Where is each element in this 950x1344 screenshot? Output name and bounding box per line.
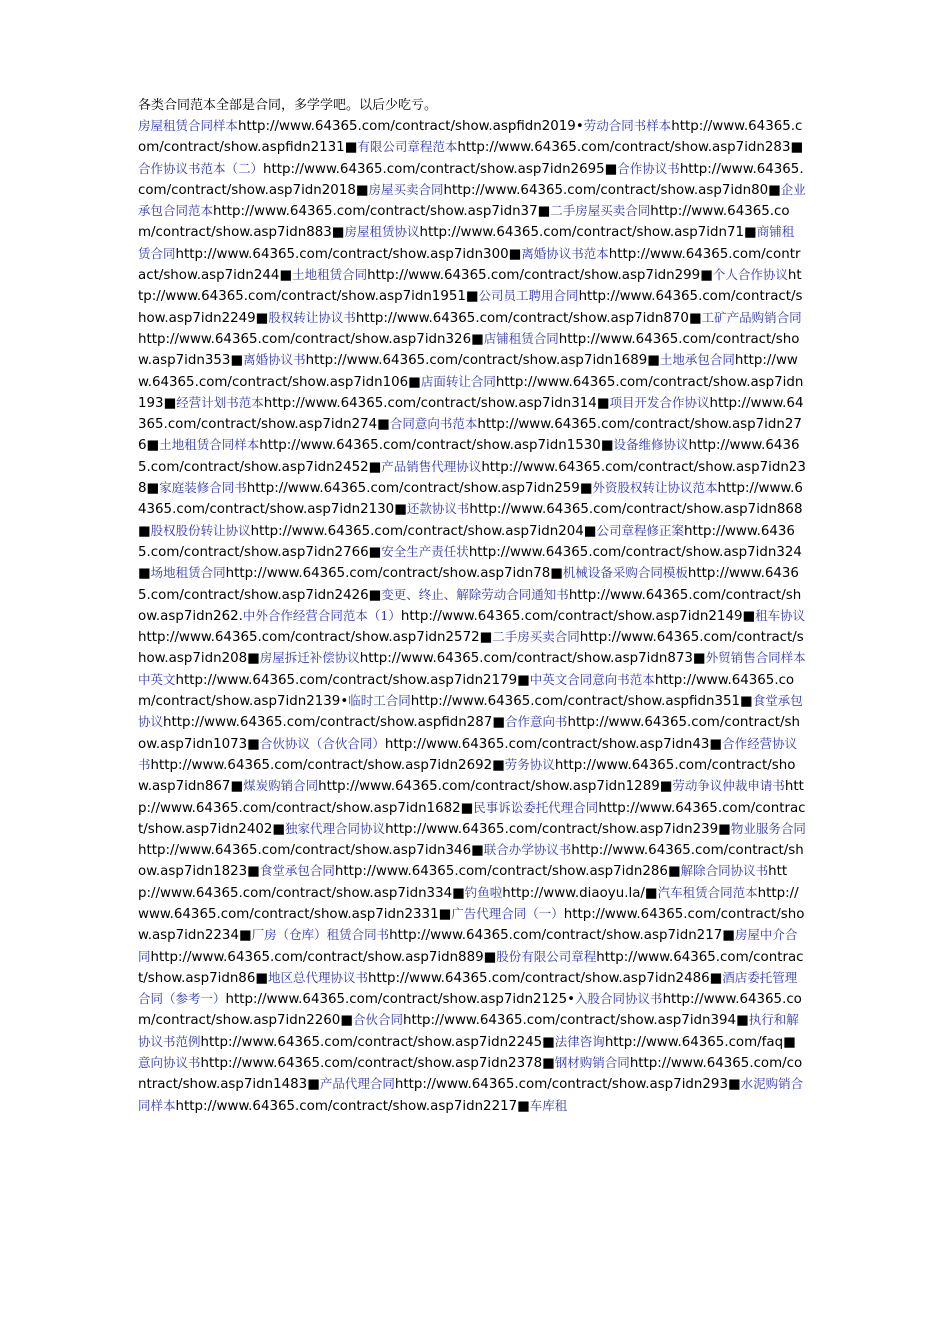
contract-title-link[interactable]: 店面转让合同 (420, 373, 496, 389)
contract-url: http://www.64365.com/contract/show.asp7idn2245 (200, 1034, 543, 1050)
contract-title-link[interactable]: 项目开发合作协议 (609, 394, 710, 410)
contract-title-link[interactable]: 产品代理合同 (319, 1076, 395, 1092)
contract-url: http://www.64365.com/contract/show.asp7idn1689 (305, 353, 648, 369)
contract-url: http://www.64365.com/contract/show.asp7idn208 (138, 630, 804, 667)
contract-url: http://www.64365.com/contract/show.asp7idn299 (367, 268, 701, 284)
separator-bullet: ■ (471, 331, 484, 347)
contract-title-link[interactable]: 经营计划书范本 (176, 394, 264, 410)
contract-url: http://www.64365.com/contract/show.aspfidn351 (410, 694, 741, 710)
contract-url: http://www.64365.com/contract/show.asp7idn873 (359, 651, 693, 667)
separator-bullet: ■ (479, 630, 493, 646)
contract-url: http://www.64365.com/contract/show.asp7idn867 (138, 757, 796, 795)
contract-title-link[interactable]: 民事诉讼委托代理合同 (473, 799, 599, 815)
separator-bullet: ■ (368, 459, 382, 475)
contract-url: http://www.64365.com/contract/show.asp7idn71 (419, 225, 745, 241)
contract-title-link[interactable]: 有限公司章程范本 (357, 139, 458, 155)
separator-bullet: ■ (230, 779, 244, 795)
separator-bullet: ■ (465, 289, 479, 305)
contract-url: http://www.64365.com/contract/show.asp7idn2402 (138, 800, 806, 837)
separator-bullet: ■ (238, 928, 252, 944)
separator-bullet: ■ (604, 161, 618, 177)
contract-url: http://www.64365.com/contract/show.asp7idn2426 (138, 566, 799, 603)
contract-url: http://www.64365.com/contract/show.asp7idn244 (138, 246, 801, 284)
contract-url: http://www.64365.com/contract/show.asp7idn889 (150, 949, 484, 965)
contract-title-link[interactable]: 股份有限公司章程 (496, 948, 597, 964)
contract-title-link[interactable]: 土地租赁合同 (292, 267, 368, 283)
contract-title-link[interactable]: 煤炭购销合同 (243, 778, 319, 794)
contract-title-link[interactable]: 执行和解协议书范例 (138, 1012, 799, 1049)
contract-title-link[interactable]: 产品销售代理协议 (381, 458, 482, 474)
contract-url: http://www.64365.com/contract/show.asp7idn2130 (138, 481, 803, 518)
contract-url: http://www.64365.com/contract/show.asp7idn286 (334, 864, 668, 880)
contract-title-link[interactable]: 个人合作协议 (712, 267, 788, 283)
separator-bullet: ■ (692, 651, 706, 667)
contract-title-link[interactable]: 联合办学协议书 (483, 842, 572, 858)
contract-title-link[interactable]: 食堂承包协议 (138, 693, 803, 730)
contract-title-link[interactable]: 房屋拆迁补偿协议 (259, 650, 360, 666)
separator-bullet: ■ (783, 1034, 796, 1050)
contract-title-link[interactable]: 钓鱼啦 (464, 884, 503, 900)
contract-url: http://www.64365.com/contract/show.asp7idn2695 (263, 161, 605, 177)
contract-url: http://www.64365.com/contract/show.asp7idn276 (138, 417, 802, 454)
contract-url: http://www.64365.com/contract/show.asp7idn2149 (400, 608, 743, 624)
separator-bullet: ■ (460, 800, 474, 816)
contract-url: http://www.64365.com/contract/show.asp7idn274 (138, 395, 804, 433)
contract-title-link[interactable]: 工矿产品购销合同 (701, 309, 802, 325)
contract-url: http://www.64365.com/contract/show.asp7idn326 (138, 331, 472, 347)
contract-url: http://www.64365.com/contract/show.asp7idn2486 (368, 970, 710, 986)
contract-link-list (138, 116, 806, 1117)
separator-bullet: ■ (790, 140, 804, 156)
separator-bullet: • (340, 694, 349, 710)
separator-bullet: ■ (377, 417, 390, 433)
contract-title-link[interactable]: 劳动争议仲裁申请书 (672, 778, 785, 794)
contract-url: http://www.64365.com/contract/show.asp7idn2378 (200, 1056, 543, 1072)
separator-bullet: ■ (583, 523, 597, 539)
separator-bullet: • (567, 992, 576, 1008)
separator-bullet: ■ (542, 1056, 555, 1072)
contract-title-link[interactable]: 二手房屋买卖合同 (550, 203, 651, 219)
separator-bullet: ■ (700, 268, 713, 284)
contract-title-link[interactable]: 二手房买卖合同 (492, 629, 580, 645)
contract-title-link[interactable]: 广告代理合同（一） (451, 905, 564, 921)
contract-title-link[interactable]: 土地承包合同 (659, 352, 735, 368)
separator-bullet: ■ (667, 864, 681, 880)
contract-url: http://www.64365.com/contract/show.asp7idn43 (384, 736, 710, 752)
separator-bullet: ■ (138, 566, 151, 582)
separator-bullet: ■ (596, 395, 610, 411)
contract-title-link[interactable]: 离婚协议书 (243, 352, 306, 368)
contract-title-link[interactable]: 食堂承包合同 (259, 863, 335, 879)
contract-title-link[interactable]: 房屋买卖合同 (368, 181, 444, 197)
contract-url: http://www.64365.com/contract/show.asp7idn259 (246, 481, 580, 497)
separator-bullet: ■ (659, 779, 673, 795)
contract-title-link[interactable]: 租车协议 (755, 607, 806, 623)
separator-bullet: ■ (307, 1077, 320, 1093)
separator-bullet: ■ (688, 310, 702, 326)
contract-url: http://www.64365.com/contract/show.asp7idn2572 (138, 630, 480, 646)
contract-title-link[interactable]: 物业服务合同 (730, 820, 806, 836)
contract-url: http://www.64365.com/contract/show.asp7idn2179 (175, 672, 518, 688)
contract-url: http://www.64365.com/contract/show.asp7idn394 (402, 1013, 737, 1029)
separator-bullet: ■ (368, 587, 382, 603)
contract-url: http://www.64365.com/contract/show.asp7idn870 (355, 310, 689, 326)
separator-bullet: ■ (344, 140, 358, 156)
separator-bullet: ■ (247, 651, 260, 667)
contract-url: http://www.64365.com/contract/show.asp7idn1823 (138, 843, 804, 880)
contract-title-link[interactable]: 临时工合同 (348, 693, 411, 709)
contract-title-link[interactable]: 合作经营协议书 (138, 735, 798, 772)
separator-bullet: ■ (492, 715, 505, 731)
contract-title-link[interactable]: 外资股权转让协议范本 (592, 480, 718, 496)
contract-url: http://www.64365.com/contract/show.asp7idn324 (468, 544, 802, 560)
contract-url: http://www.64365.com/contract/show.aspfidn2019 (238, 119, 576, 134)
contract-url: http://www.64365.com/contract/show.asp7idn283 (457, 140, 791, 156)
contract-title-link[interactable]: 法律咨询 (554, 1033, 605, 1049)
contract-title-link[interactable]: 钢材购销合同 (554, 1055, 630, 1071)
contract-title-link[interactable]: 合伙合同 (352, 1012, 403, 1028)
contract-title-link[interactable]: 劳务协议 (504, 756, 555, 772)
contract-url: http://www.64365.com/contract/show.asp7idn2452 (138, 438, 800, 475)
contract-url: http://www.64365.com/contract/show.asp7idn346 (138, 843, 472, 859)
contract-url: http://www.64365.com/contract/show.asp7idn1289 (318, 779, 660, 795)
contract-title-link[interactable]: 场地租赁合同 (150, 565, 226, 581)
contract-url: http://www.64365.com/contract/show.asp7idn353 (138, 331, 800, 369)
separator-bullet: ■ (471, 843, 484, 859)
contract-title-link[interactable]: 水泥购销合同样本 (138, 1076, 804, 1113)
contract-url: http://www.64365.com/contract/show.asp7idn1682 (138, 779, 804, 816)
contract-url: http://www.64365.com/contract/show.asp7idn2260 (138, 992, 802, 1029)
contract-title-link[interactable]: 解除合同协议书 (680, 863, 769, 879)
contract-url: http://www.64365.com/contract/show.asp7idn2234 (138, 906, 805, 944)
contract-url: http://www.64365.com/contract/show.asp7idn2018 (138, 161, 804, 198)
contract-title-link[interactable]: 家庭装修合同书 (159, 480, 247, 496)
contract-url: http://www.64365.com/contract/show.asp7idn37 (213, 204, 538, 220)
separator-bullet: ■ (709, 736, 723, 752)
separator-bullet: ■ (146, 438, 160, 454)
separator-bullet: ■ (163, 395, 177, 411)
contract-title-link[interactable]: 劳动合同书样本 (583, 118, 672, 133)
contract-title-link[interactable]: 公司章程修正案 (596, 522, 684, 538)
contract-title-link[interactable]: 房屋中介合同 (138, 927, 798, 964)
contract-title-link[interactable]: 合作协议书 (617, 160, 680, 176)
separator-bullet: ■ (600, 438, 614, 454)
contract-title-link[interactable]: 酒店委托管理合同（参考一） (138, 969, 798, 1007)
contract-url: http://www.64365.com/contract/show.asp7idn2766 (138, 523, 795, 560)
contract-url: http://www.64365.com/contract/show.asp7idn293 (394, 1077, 728, 1093)
contract-title-link[interactable]: 土地租赁合同样本 (159, 437, 260, 453)
separator-bullet: ■ (247, 864, 260, 880)
contract-url: http://www.64365.com/contract/show.asp7idn334 (138, 864, 788, 901)
contract-title-link[interactable]: 入股合同协议书 (575, 991, 663, 1007)
separator-bullet: ■ (255, 970, 268, 986)
contract-title-link[interactable]: 合同意向书范本 (389, 416, 478, 432)
separator-bullet: ■ (394, 502, 407, 518)
contract-url: http://www.64365.com/contract/show.asp7idn238 (138, 459, 806, 497)
contract-title-link[interactable]: 合作协议书范本（二） (138, 160, 264, 176)
contract-title-link[interactable]: 厂房（仓库）租赁合同书 (251, 927, 390, 943)
separator-bullet: ■ (483, 949, 497, 965)
contract-url: http://www.64365.com/contract/show.asp7idn80 (443, 182, 769, 198)
separator-bullet: ■ (340, 1013, 353, 1029)
document-page (138, 96, 806, 1117)
separator-bullet: ■ (247, 736, 260, 752)
separator-bullet: ■ (742, 608, 756, 624)
separator-bullet: ■ (736, 1013, 749, 1029)
contract-title-link[interactable]: 安全生产责任状 (381, 543, 469, 559)
contract-title-link[interactable]: 还款协议书 (406, 501, 470, 517)
contract-title-link[interactable]: 店铺租赁合同 (483, 330, 559, 346)
contract-title-link[interactable]: 房屋租赁合同样本 (138, 118, 239, 133)
contract-url: http://www.64365.com/contract/show.aspfidn2131 (138, 119, 803, 156)
contract-title-link[interactable]: 合伙协议（合伙合同） (259, 735, 385, 751)
contract-url: http://www.64365.com/contract/show.asp7idn204 (250, 523, 584, 539)
separator-bullet: ■ (718, 821, 731, 837)
contract-url: http://www.64365.com/contract/show.asp7idn868 (469, 502, 803, 518)
contract-url: http://www.64365.com/contract/show.asp7idn239 (385, 821, 719, 837)
separator-bullet: ■ (709, 970, 723, 986)
contract-title-link[interactable]: 商铺租赁合同 (138, 224, 795, 261)
separator-bullet: ■ (272, 821, 286, 837)
contract-url: http://www.64365.com/contract/show.asp7idn1530 (259, 438, 601, 454)
separator-bullet: ■ (722, 928, 735, 944)
separator-bullet: ■ (517, 672, 530, 688)
contract-url: http://www.diaoyu.la/ (502, 885, 645, 901)
separator-bullet: ■ (230, 353, 244, 369)
contract-url: http://www.64365.com/contract/show.asp7idn2249 (138, 289, 803, 326)
contract-url: http://www.64365.com/contract/show.asp7idn106 (138, 353, 798, 390)
contract-url: http://www.64365.com/contract/show.asp7idn2217 (175, 1098, 518, 1114)
contract-url: http://www.64365.com/contract/show.asp7idn193 (138, 374, 804, 411)
contract-title-link[interactable]: 机械设备采购合同模板 (562, 565, 688, 581)
separator-bullet: ■ (279, 268, 293, 284)
separator-bullet: ■ (727, 1077, 741, 1093)
separator-bullet: ■ (508, 246, 522, 262)
separator-bullet: • (575, 119, 584, 134)
contract-title-link[interactable]: 企业承包合同范本 (138, 181, 806, 219)
contract-title-link[interactable]: 中英文合同意向书范本 (529, 671, 655, 687)
separator-bullet: ■ (744, 225, 757, 241)
separator-bullet: ■ (550, 566, 563, 582)
separator-bullet: ■ (644, 885, 658, 901)
separator-bullet: ■ (452, 885, 465, 901)
contract-url: http://www.64365.com/contract/show.asp7idn78 (225, 566, 551, 582)
contract-title-link[interactable]: 股权股份转让协议 (150, 522, 251, 538)
contract-title-link[interactable]: 汽车租赁合同范本 (657, 884, 758, 900)
separator-bullet: ■ (517, 1098, 530, 1114)
contract-title-link[interactable]: 车库租 (529, 1097, 568, 1113)
contract-title-link[interactable]: 外贸销售合同样本中英文 (138, 650, 806, 687)
contract-title-link[interactable]: 离婚协议书范本 (521, 245, 609, 261)
contract-url: http://www.64365.com/contract/show.asp7idn1483 (138, 1056, 803, 1093)
separator-bullet: ■ (331, 225, 345, 241)
contract-title-link[interactable]: 公司员工聘用合同 (478, 288, 579, 304)
contract-title-link[interactable]: 独家代理合同协议 (285, 820, 386, 836)
separator-bullet: ■ (146, 481, 160, 497)
contract-url: http://www.64365.com/contract/show.asp7idn2331 (138, 885, 799, 922)
contract-url: http://www.64365.com/contract/show.asp7idn1073 (138, 715, 800, 752)
contract-url: http://www.64365.com/faq (604, 1034, 784, 1050)
separator-bullet: ■ (368, 544, 382, 560)
separator-bullet: ■ (768, 182, 781, 198)
contract-url: http://www.64365.com/contract/show.asp7idn2692 (150, 757, 493, 773)
contract-url: http://www.64365.com/contract/show.asp7idn300 (175, 246, 509, 262)
separator-bullet: ■ (408, 374, 421, 390)
contract-title-link[interactable]: 地区总代理协议书 (268, 969, 369, 985)
separator-bullet: ■ (647, 353, 660, 369)
contract-title-link[interactable]: 合作意向书 (504, 714, 568, 730)
contract-title-link[interactable]: 设备维修协议 (613, 437, 689, 453)
contract-url: http://www.64365.com/contract/show.asp7idn2139 (138, 672, 795, 710)
separator-bullet: ■ (740, 694, 753, 710)
contract-url: http://www.64365.com/contract/show.asp7idn2125 (225, 992, 568, 1008)
separator-bullet: ■ (542, 1034, 555, 1050)
separator-bullet: ■ (492, 757, 505, 773)
contract-url: http://www.64365.com/contract/show.asp7idn883 (138, 204, 790, 241)
contract-url: http://www.64365.com/contract/show.asp7idn1951 (138, 268, 802, 305)
separator-bullet: ■ (138, 523, 151, 539)
separator-bullet: ■ (579, 481, 593, 497)
contract-url: http://www.64365.com/contract/show.asp7idn262. (138, 587, 802, 624)
contract-url: http://www.64365.com/contract/show.asp7idn314 (263, 395, 597, 411)
separator-bullet: ■ (438, 906, 452, 922)
contract-url: http://www.64365.com/contract/show.asp7idn86 (138, 949, 804, 986)
contract-url: http://www.64365.com/contract/show.aspfidn287 (163, 715, 493, 731)
contract-title-link[interactable]: 变更、终止、解除劳动合同通知书 (381, 586, 569, 602)
separator-bullet: ■ (537, 204, 551, 220)
contract-url: http://www.64365.com/contract/show.asp7idn217 (389, 928, 723, 944)
contract-title-link[interactable]: 股权转让协议书 (268, 309, 356, 325)
contract-title-link[interactable]: 意向协议书 (138, 1055, 201, 1071)
separator-bullet: ■ (255, 310, 269, 326)
contract-title-link[interactable]: 房屋租赁协议 (344, 224, 420, 240)
contract-title-link[interactable]: 中外合作经营合同范本（1） (242, 607, 401, 623)
intro-text: 各类合同范本全部是合同，多学学吧。以后少吃亏。 (138, 98, 438, 113)
separator-bullet: ■ (355, 182, 369, 198)
